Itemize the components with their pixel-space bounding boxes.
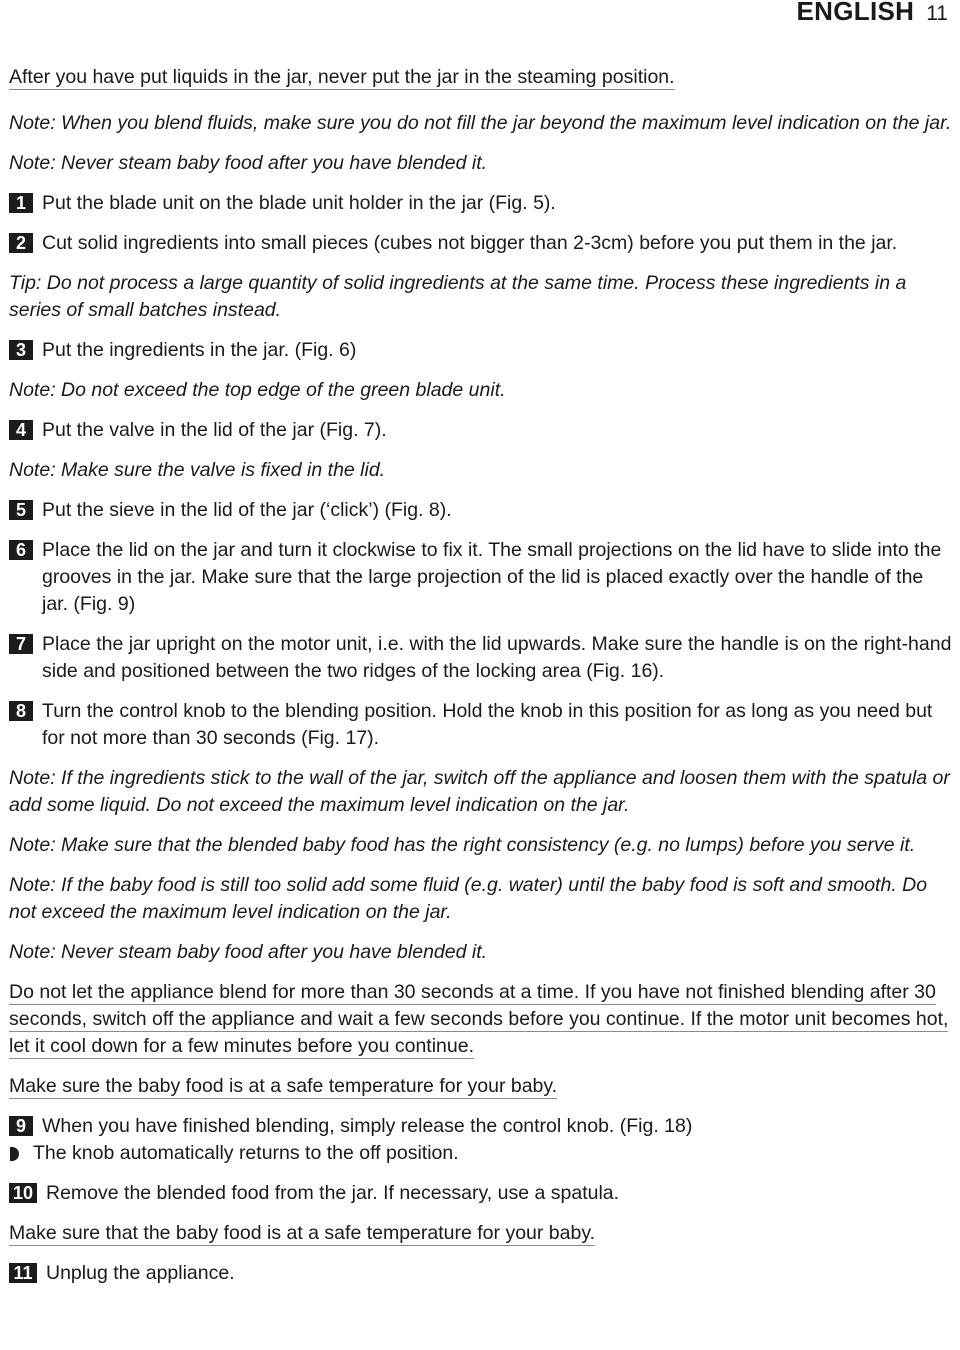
step-4: [9, 417, 953, 444]
step-text: Place the jar upright on the motor unit, i.e. with the lid upwards. Make sure the handle is on the right-hand side and positioned between the two ridges of the locking area (Fig. 16).: [42, 633, 952, 682]
note-top-edge: Note: Do not exceed the top edge of the green blade unit.: [9, 379, 506, 401]
step-number: 4: [9, 420, 33, 440]
step-number: 3: [9, 340, 33, 360]
page-header: [797, 0, 948, 26]
step-text: Put the sieve in the lid of the jar (‘click’) (Fig. 8).: [42, 499, 452, 521]
note-ingredients-stick: Note: If the ingredients stick to the wall of the jar, switch off the appliance and loosen them with the spatula or add some liquid. Do not exceed the maximum level indication on the jar.: [9, 767, 950, 816]
bullet-knob-returns: [9, 1140, 953, 1167]
manual-content: [9, 64, 953, 1300]
step-11: [9, 1260, 953, 1287]
step-5: [9, 497, 953, 524]
step-text: Cut solid ingredients into small pieces (cubes not bigger than 2-3cm) before you put them in the jar.: [42, 232, 898, 254]
note-blend-fluids: Note: When you blend fluids, make sure you do not fill the jar beyond the maximum level indication on the jar.: [9, 112, 952, 134]
step-number: 8: [9, 701, 33, 721]
step-text: Remove the blended food from the jar. If necessary, use a spatula.: [46, 1182, 620, 1204]
bullet-icon: [10, 1147, 19, 1161]
step-text: Turn the control knob to the blending position. Hold the knob in this position for as long as you need but for not more than 30 seconds (Fig. 17).: [42, 700, 933, 749]
page-number: 11: [926, 2, 948, 25]
warning-liquids: After you have put liquids in the jar, never put the jar in the steaming position.: [9, 66, 675, 88]
step-7: [9, 631, 953, 685]
language-heading: ENGLISH: [796, 0, 915, 26]
step-text: Put the valve in the lid of the jar (Fig. 7).: [42, 419, 387, 441]
note-valve-fixed: Note: Make sure the valve is fixed in the lid.: [9, 459, 386, 481]
step-number: 1: [9, 193, 33, 213]
step-number: 6: [9, 540, 33, 560]
step-text: Unplug the appliance.: [46, 1262, 235, 1284]
step-number: 10: [9, 1183, 37, 1203]
step-text: When you have finished blending, simply release the control knob. (Fig. 18): [42, 1115, 693, 1137]
step-6: [9, 537, 953, 618]
warning-30-seconds: Do not let the appliance blend for more than 30 seconds at a time. If you have not finished blending after 30 seconds, switch off the appliance and wait a few seconds before you continue. If the motor unit becomes hot, let it cool down for a few minutes before you continue.: [9, 981, 949, 1057]
step-10: [9, 1180, 953, 1207]
bullet-text: The knob automatically returns to the off position.: [33, 1142, 459, 1164]
warning-safe-temperature: Make sure that the baby food is at a safe temperature for your baby.: [9, 1222, 596, 1244]
warning-safe-temperature: Make sure the baby food is at a safe temperature for your baby.: [9, 1075, 558, 1097]
step-text: Put the ingredients in the jar. (Fig. 6): [42, 339, 357, 361]
step-text: Put the blade unit on the blade unit holder in the jar (Fig. 5).: [42, 192, 556, 214]
step-3: [9, 337, 953, 364]
note-consistency: Note: Make sure that the blended baby food has the right consistency (e.g. no lumps) before you serve it.: [9, 834, 916, 856]
step-number: 7: [9, 634, 33, 654]
note-never-steam: Note: Never steam baby food after you have blended it.: [9, 152, 488, 174]
note-never-steam: Note: Never steam baby food after you have blended it.: [9, 941, 488, 963]
step-number: 5: [9, 500, 33, 520]
step-number: 11: [9, 1263, 37, 1283]
tip-process-batches: Tip: Do not process a large quantity of solid ingredients at the same time. Process these ingredients in a series of small batches instead.: [9, 272, 907, 321]
step-8: [9, 698, 953, 752]
step-9: [9, 1113, 953, 1140]
step-2: [9, 230, 953, 257]
step-number: 9: [9, 1116, 33, 1136]
step-text: Place the lid on the jar and turn it clockwise to fix it. The small projections on the lid have to slide into the grooves in the jar. Make sure that the large projection of the lid is placed exactly over the handle of the jar. (Fig. 9): [42, 539, 942, 615]
step-number: 2: [9, 233, 33, 253]
step-1: [9, 190, 953, 217]
note-too-solid: Note: If the baby food is still too solid add some fluid (e.g. water) until the baby food is soft and smooth. Do not exceed the maximum level indication on the jar.: [9, 874, 928, 923]
